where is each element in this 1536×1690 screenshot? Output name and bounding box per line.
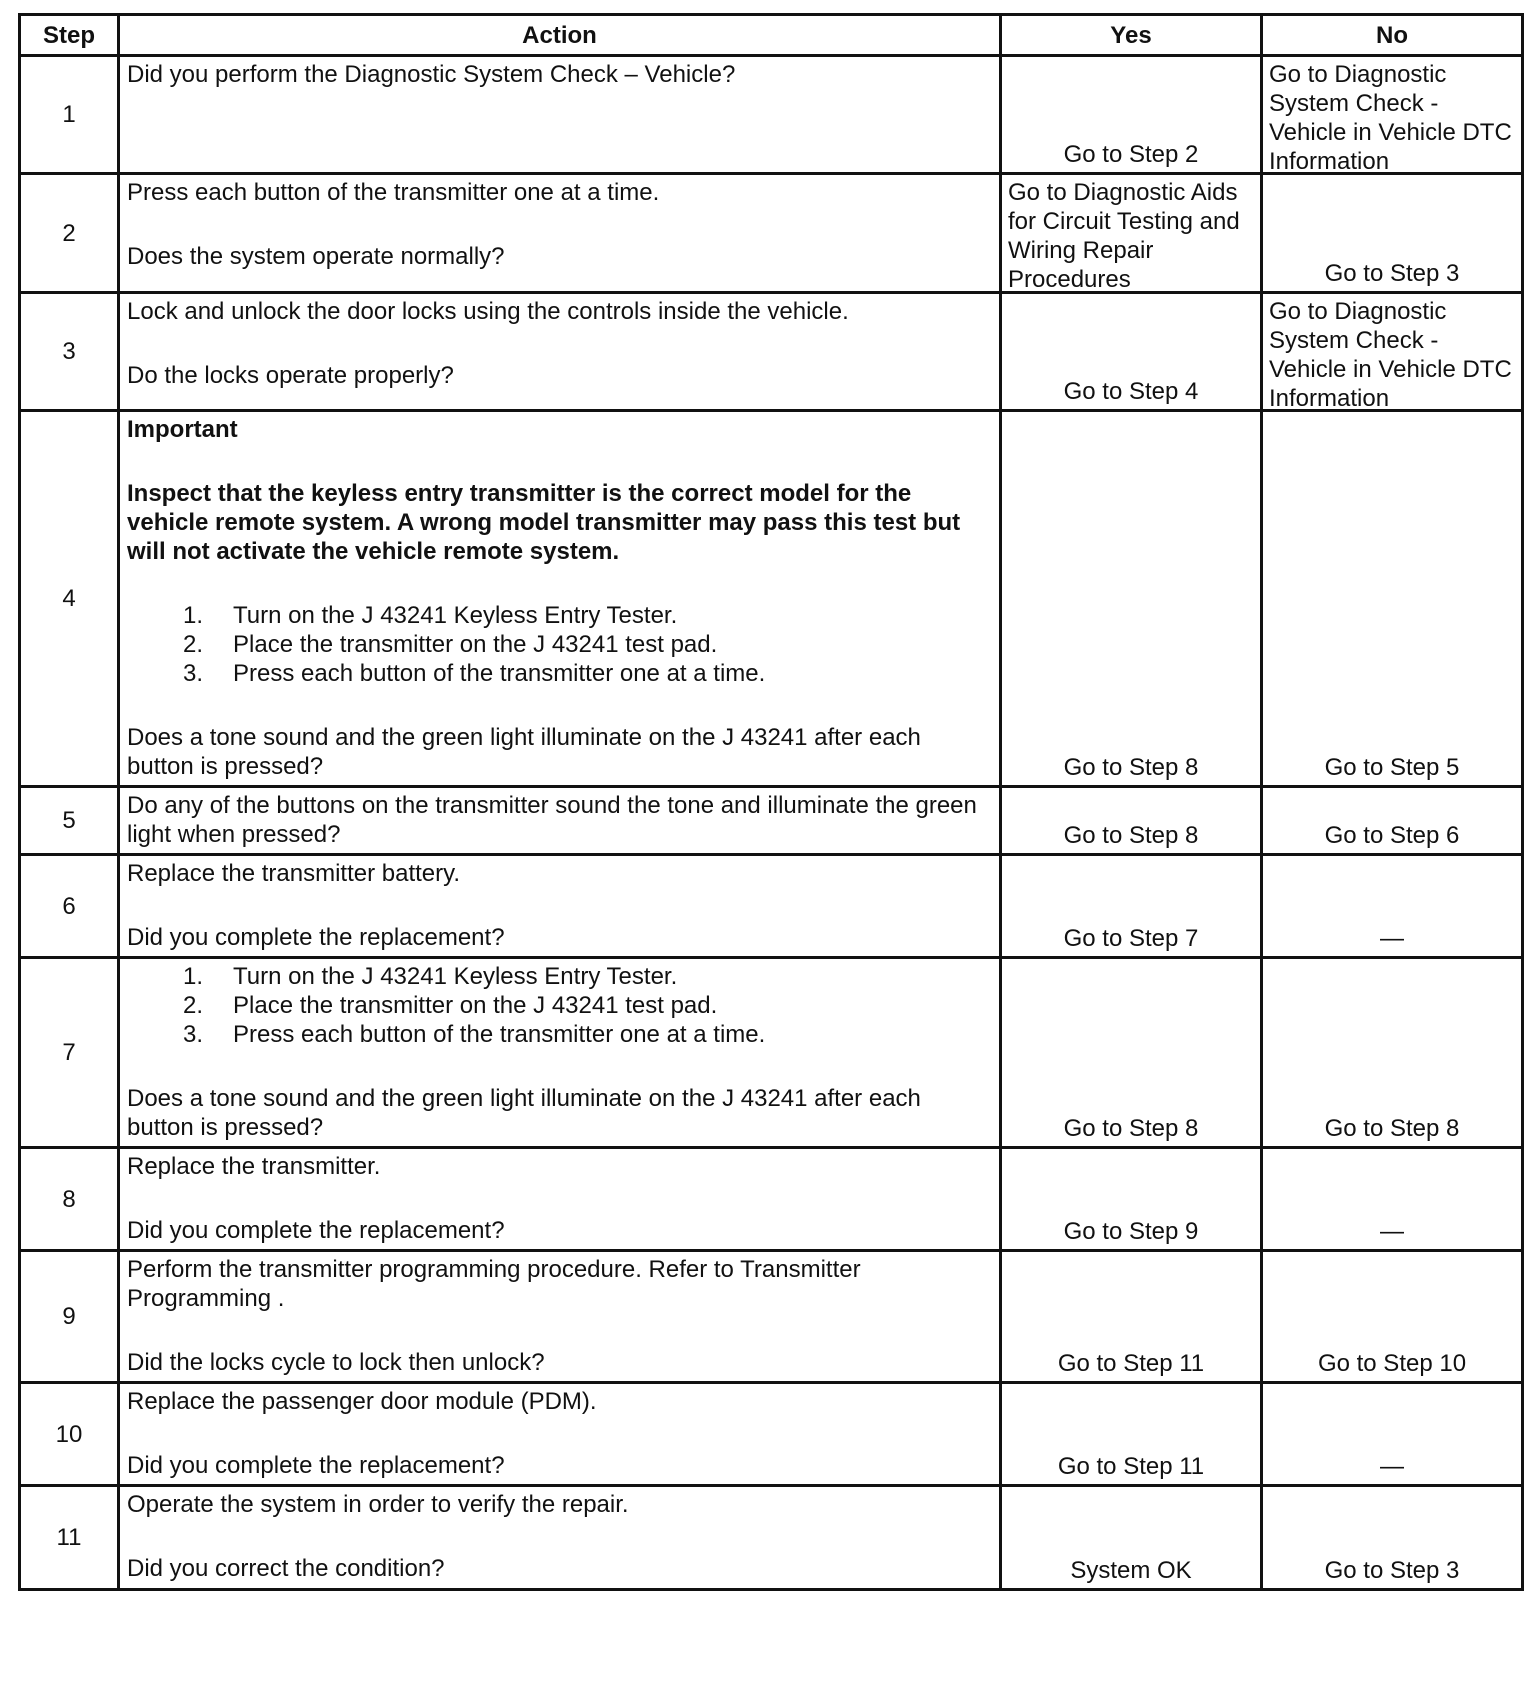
no-cell <box>1262 958 1523 1148</box>
action-question: Did you complete the replacement? <box>127 1452 505 1479</box>
action-text: Do any of the buttons on the transmitter sound the tone and illuminate the green light when pressed? <box>127 792 977 848</box>
substep-list <box>127 962 993 1049</box>
no-text: Go to Step 5 <box>1324 754 1460 781</box>
action-question: Did you correct the condition? <box>127 1555 445 1582</box>
no-text: Go to Diagnostic System Check - Vehicle in Vehicle DTC Information <box>1269 61 1512 175</box>
action-text: Did you perform the Diagnostic System Check – Vehicle? <box>127 61 736 88</box>
action-cell <box>119 174 1001 293</box>
yes-cell <box>1001 1148 1262 1251</box>
action-cell <box>119 958 1001 1148</box>
action-question: Do the locks operate properly? <box>127 362 454 389</box>
header-action: Action <box>119 15 1001 56</box>
action-cell <box>119 1486 1001 1590</box>
yes-cell <box>1001 855 1262 958</box>
action-text: Replace the transmitter. <box>127 1153 381 1180</box>
no-cell <box>1262 411 1523 787</box>
no-text: Go to Step 8 <box>1324 1115 1460 1142</box>
table-row <box>20 56 1523 174</box>
substep-text: Turn on the J 43241 Keyless Entry Tester. <box>233 602 678 629</box>
action-question: Does a tone sound and the green light illuminate on the J 43241 after each button is pressed? <box>127 724 921 780</box>
no-cell <box>1262 1148 1523 1251</box>
table-row <box>20 1251 1523 1383</box>
list-item: 1. Turn on the J 43241 Keyless Entry Tester. <box>183 963 678 990</box>
action-cell <box>119 1383 1001 1486</box>
yes-cell <box>1001 411 1262 787</box>
table-row <box>20 174 1523 293</box>
action-text: Lock and unlock the door locks using the controls inside the vehicle. <box>127 298 849 325</box>
step-number: 3 <box>20 293 119 411</box>
no-text: — <box>1380 1218 1404 1245</box>
action-text: Replace the passenger door module (PDM). <box>127 1388 597 1415</box>
yes-cell <box>1001 1383 1262 1486</box>
table-row <box>20 411 1523 787</box>
action-question: Does a tone sound and the green light illuminate on the J 43241 after each button is pressed? <box>127 1085 921 1141</box>
table-row <box>20 1486 1523 1590</box>
action-cell <box>119 1148 1001 1251</box>
step-number: 8 <box>20 1148 119 1251</box>
no-cell <box>1262 293 1523 411</box>
yes-text: Go to Step 8 <box>1063 754 1199 781</box>
table-row <box>20 1383 1523 1486</box>
action-text: Perform the transmitter programming procedure. Refer to Transmitter Programming . <box>127 1256 861 1312</box>
yes-text: Go to Step 9 <box>1063 1218 1199 1245</box>
diagnostic-table <box>18 13 1524 1591</box>
action-cell <box>119 1251 1001 1383</box>
header-row <box>20 15 1523 56</box>
no-cell <box>1262 174 1523 293</box>
step-number: 2 <box>20 174 119 293</box>
no-cell <box>1262 1383 1523 1486</box>
step-number: 1 <box>20 56 119 174</box>
yes-text: Go to Step 8 <box>1063 1115 1199 1142</box>
no-cell <box>1262 787 1523 855</box>
no-cell <box>1262 56 1523 174</box>
table-row <box>20 958 1523 1148</box>
action-cell <box>119 293 1001 411</box>
step-number: 10 <box>20 1383 119 1486</box>
important-text: Inspect that the keyless entry transmitter is the correct model for the vehicle remote system. A wrong model transmitter may pass this test but will not activate the vehicle remote system. <box>127 480 961 565</box>
yes-cell <box>1001 787 1262 855</box>
action-question: Did you complete the replacement? <box>127 924 505 951</box>
list-item: 3. Press each button of the transmitter one at a time. <box>183 660 766 687</box>
yes-text: Go to Step 8 <box>1063 822 1199 849</box>
yes-cell <box>1001 1251 1262 1383</box>
table-row <box>20 855 1523 958</box>
important-title: Important <box>127 416 238 443</box>
action-text: Operate the system in order to verify the repair. <box>127 1491 629 1518</box>
header-yes: Yes <box>1001 15 1262 56</box>
substep-text: Press each button of the transmitter one at a time. <box>233 1021 766 1048</box>
action-question: Did the locks cycle to lock then unlock? <box>127 1349 545 1376</box>
substep-text: Turn on the J 43241 Keyless Entry Tester. <box>233 963 678 990</box>
no-text: — <box>1380 1453 1404 1480</box>
step-number: 5 <box>20 787 119 855</box>
yes-text: System OK <box>1070 1557 1192 1584</box>
table-row <box>20 787 1523 855</box>
step-number: 9 <box>20 1251 119 1383</box>
yes-cell <box>1001 56 1262 174</box>
yes-text: Go to Step 11 <box>1057 1453 1205 1480</box>
step-number: 11 <box>20 1486 119 1590</box>
action-cell <box>119 56 1001 174</box>
list-item: 1. Turn on the J 43241 Keyless Entry Tester. <box>183 602 678 629</box>
substep-text: Press each button of the transmitter one at a time. <box>233 660 766 687</box>
header-step: Step <box>20 15 119 56</box>
yes-text: Go to Step 11 <box>1057 1350 1205 1377</box>
yes-text: Go to Step 4 <box>1063 378 1199 405</box>
substep-text: Place the transmitter on the J 43241 test pad. <box>233 992 718 1019</box>
action-text: Replace the transmitter battery. <box>127 860 461 887</box>
action-text: Press each button of the transmitter one at a time. <box>127 179 660 206</box>
no-text: Go to Step 10 <box>1317 1350 1467 1377</box>
no-text: Go to Step 3 <box>1324 260 1460 287</box>
no-text: Go to Step 6 <box>1324 822 1460 849</box>
yes-cell <box>1001 958 1262 1148</box>
no-cell <box>1262 1486 1523 1590</box>
list-item: 2. Place the transmitter on the J 43241 test pad. <box>183 992 718 1019</box>
no-text: Go to Diagnostic System Check - Vehicle in Vehicle DTC Information <box>1269 298 1512 412</box>
action-cell <box>119 411 1001 787</box>
table-row <box>20 293 1523 411</box>
yes-text: Go to Step 2 <box>1063 141 1199 168</box>
no-cell <box>1262 1251 1523 1383</box>
list-item: 2. Place the transmitter on the J 43241 test pad. <box>183 631 718 658</box>
substep-text: Place the transmitter on the J 43241 test pad. <box>233 631 718 658</box>
no-text: — <box>1380 925 1404 952</box>
header-no: No <box>1262 15 1523 56</box>
yes-cell <box>1001 1486 1262 1590</box>
table-row <box>20 1148 1523 1251</box>
list-item: 3. Press each button of the transmitter one at a time. <box>183 1021 766 1048</box>
yes-text: Go to Diagnostic Aids for Circuit Testing and Wiring Repair Procedures <box>1008 179 1240 293</box>
step-number: 4 <box>20 411 119 787</box>
action-question: Did you complete the replacement? <box>127 1217 505 1244</box>
action-cell <box>119 787 1001 855</box>
yes-cell <box>1001 293 1262 411</box>
yes-cell <box>1001 174 1262 293</box>
action-question: Does the system operate normally? <box>127 243 505 270</box>
action-cell <box>119 855 1001 958</box>
yes-text: Go to Step 7 <box>1063 925 1199 952</box>
step-number: 6 <box>20 855 119 958</box>
no-text: Go to Step 3 <box>1324 1557 1460 1584</box>
step-number: 7 <box>20 958 119 1148</box>
no-cell <box>1262 855 1523 958</box>
substep-list <box>127 601 993 688</box>
